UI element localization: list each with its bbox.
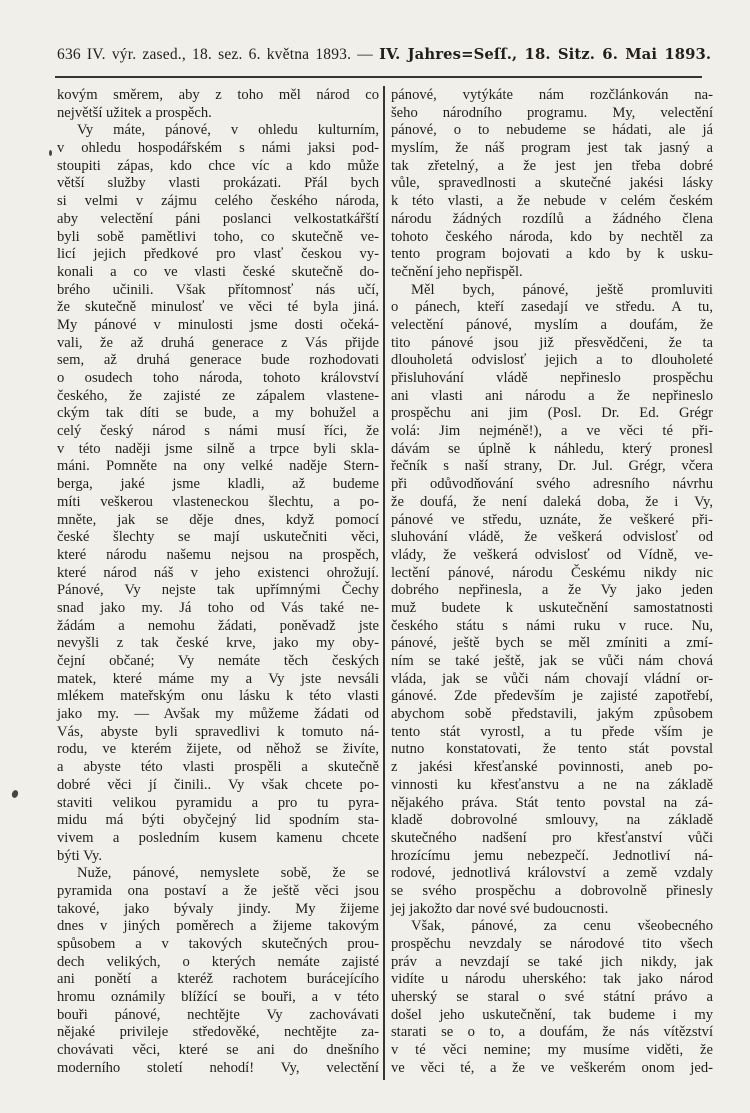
text-line: nějaké privileje středověké, nechtějte za- [57,1024,379,1041]
text-line: míti veškerou vlasteneckou šlechtu, a po- [57,493,379,510]
text-line: rodu, ve kterém žijete, od něhož se živíte, [57,741,379,758]
text-line: uherský se staral o své státní právo a [391,989,713,1006]
text-line: byli sobě pamětlivi toho, co skutečně ve- [57,228,379,245]
header-rule [55,76,702,78]
text-line: tohoto českého národa, kdo by nechtěl za [391,228,713,245]
text-line: při odůvodňování svého adresního návrhu [391,476,713,493]
text-line: konali a co ve vlasti české skutečně do- [57,263,379,280]
text-line: ani ponětí a kteréž rachotem burácejícího [57,971,379,988]
text-line: chovávati věci, které se ani do dnešního [57,1042,379,1059]
text-line: spůsobem a v takových skutečných prou- [57,936,379,952]
text-line: dech velikých, o kterých nemáte zajisté [57,953,379,970]
text-line: že skutečně minulosť ve věci té byla jiná. [57,299,379,316]
text-line: vlády, že veškerá odvislosť od Vídně, ve- [391,546,713,563]
text-line: dobré věci jí činili.. Vy však chcete po- [57,776,379,793]
text-line: se svého prospěchu a dobrovolně přinesly [391,882,713,899]
text-line: sluhování vládě, že veškerá odvislosť od [391,529,713,546]
text-line: došel jeho uskutečnění, tak budeme i my [391,1006,713,1023]
text-line: Nuže, pánové, nemyslete sobě, že se [77,865,379,882]
text-line: v té věci nemine; my musíme viděti, že [391,1042,713,1059]
text-line: ve věci té, a že ve veškerém onom jed- [391,1059,713,1076]
text-line: žádám a nemohu žádati, poněvadž jste [57,617,379,634]
text-line: pánové, o to nebudeme se hádati, ale já [391,122,713,139]
text-line: My pánové v minulosti jsme dosti očeká- [57,316,379,333]
text-line: tento stát vyrostl, a tu přede vším je [391,723,713,740]
text-line: tento program bojovati a kdo by k usku- [391,246,713,263]
text-line: prospěchu nevzdaly se národové tito všech [391,936,713,952]
text-line: snad jako my. Já toho od Vás také ne- [57,599,379,616]
text-line: nutno konstatovati, že tento stát povstal [391,741,713,758]
text-line: vidíte u národu uherského: tak jako národ [391,971,713,988]
text-line: myslím, že náš program jest tak jasný a [391,140,713,157]
text-line: prospěchu ani jim (Posl. Dr. Ed. Grégr [391,405,713,422]
text-line: a abyste této vlasti prospěli a skutečně [57,759,379,776]
text-line: nějakého práva. Stát tento povstal na zá- [391,794,713,811]
text-line: pyramida ona postaví a že ještě věci jsou [57,882,379,899]
text-line: máni. Pomněte na ony velké naděje Stern- [57,458,379,475]
text-line: berga, jaké jsme kladli, až budeme [57,476,379,493]
text-line: tečnění jeho nepřispěl. [391,263,523,280]
text-line: takové, jako bývaly jindy. My žijeme [57,900,379,917]
text-line: býti Vy. [57,847,103,864]
header-german-date: IV. Jahres=Seſſ., 18. Sitz. 6. Mai 1893. [379,46,712,63]
text-line: ckým tak díti se bude, a my bohužel a [57,405,379,422]
text-line: tak zřetelný, a že jest jen třeba dobré [391,157,713,174]
text-line: Vás, abyste byli spravedlivi k tomuto ná- [57,723,379,740]
text-line: dlouholetá odvislosť jejich a to dlouholeté [391,352,713,369]
text-line: nevyšli z tak české krve, jako my oby- [57,635,379,652]
text-line: práv a nevzdají se také jich nikdy, jak [391,953,713,970]
text-line: o pánech, kteří zasedají ve středu. A tu, [391,299,713,316]
text-line: licí jejich předkové pro vlasť českou vy- [57,246,379,263]
text-line: velectění pánové, myslím a doufám, že [391,316,713,333]
text-line: ani vlasti ani národu a že nepřineslo [391,387,713,404]
text-line: větší služby vlasti prokázati. Přál bych [57,175,379,192]
page-header [57,46,712,64]
text-line: stoupiti zápas, kdo chce víc a kdo může [57,157,379,174]
text-line: vali, že až druhá generace z Vás přijde [57,334,379,351]
text-line: české šlechty se mají uskutečniti věci, [57,529,379,546]
text-line: českého státu s námi ruku v ruce. Nu, [391,617,713,634]
text-line: sem, až druhá generace bude rozhodovati [57,352,379,369]
text-line: jako my. — Avšak my můžeme žádati od [57,706,379,723]
text-line: vinnosti ku křesťanstvu a ne na základě [391,776,713,793]
text-line: aby velectění páni poslanci velkostatkářští [57,210,379,227]
text-line: českého, že zajisté ze zápalem vlastene- [57,387,379,404]
text-line: největší užitek a prospěch. [57,104,212,121]
text-line: dnes v jiných poměrech a žijeme takovým [57,918,379,935]
text-line: hromu oznámily blížící se bouři, a v této [57,989,379,1006]
ink-speck [49,150,52,156]
text-line: o osudech toho národa, tohoto království [57,370,379,386]
text-line: starati se o to, a doufám, že nás vítězství [391,1024,713,1041]
text-line: šeho národního programu. My, velectění [391,104,713,121]
text-line: k této vlasti, a že nebude v celém českém [391,193,713,210]
text-line: které národu našemu nejsou na prospěch, [57,546,379,563]
text-line: gánové. Zde především je zajisté zapotřebí, [391,688,713,705]
text-line: abychom sobě představili, jakým způsobem [391,706,713,723]
text-line: lectění pánové, národu Českému nikdy nic [391,564,713,581]
text-line: kovým směrem, aby z toho měl národ co [57,87,379,103]
text-line: volá: Jim nejméně!), a ve věci té při- [391,423,713,440]
text-line: čejní občané; Vy nemáte těch českých [57,653,379,669]
text-line: přisluhování vládě nepřineslo prospěchu [391,370,713,386]
text-line: které národ náš v jeho existenci ohrožují. [57,564,379,581]
text-line: pánové, vytýkáte nám rozčlánkován na- [391,87,713,103]
text-line: bouři pánové, nechtějte Vy zachovávati [57,1006,379,1023]
text-line: že doufá, že není daleká doba, že i Vy, [391,493,713,510]
text-line: staviti velikou pyramidu a pro tu pyra- [57,794,379,811]
right-column [391,87,713,1078]
text-line: kladě dobrovolné smlouvy, na základě [391,812,713,829]
text-line: si velmi v zájmu celého českého národa, [57,193,379,210]
text-line: dávám se úplně k náhledu, který pronesl [391,440,713,457]
text-line: jej jakožto dar nové své budoucnosti. [391,900,609,917]
text-line: vivem a posledním kusem kamenu chcete [57,829,379,846]
text-line: z jakési křesťanské povinnosti, aneb po- [391,759,713,776]
header-separator: — [357,46,373,63]
text-line: midu má býti obyčejný lid spodním sta- [57,812,379,829]
text-line: moderního století nehodí! Vy, velectění [57,1059,379,1076]
text-line: pánové, ještě bych se měl zmíniti a zmí- [391,635,713,652]
text-line: mněte, jak se děje dnes, když pomocí [57,511,379,528]
left-column [57,87,379,1078]
text-line: vůle, spravedlnosti a skutečné jakési lásky [391,175,713,192]
text-line: vláda, jak se vůči nám chovají vládní or- [391,670,713,687]
text-line: řečník s naší strany, Dr. Jul. Grégr, včera [391,458,713,475]
text-line: mlékem mateřským onu lásku k této vlasti [57,688,379,705]
header-czech-date: 636 IV. výr. zased., 18. sez. 6. května 1893. [57,46,352,63]
text-line: muž budete k uskutečnění samostatnosti [391,599,713,616]
text-line: dobrého nepřinesla, a že Vy jako jeden [391,582,713,599]
text-line: brého učinili. Však přítomnosť nás učí, [57,281,379,298]
text-line: Však, pánové, za cenu všeobecného [411,918,713,935]
text-line: Pánové, Vy nejste tak upřímnými Čechy [57,582,379,599]
text-line: rodové, jednotlivá království a země vzdaly [391,865,713,882]
text-line: matek, které máme my a Vy jste nevsáli [57,670,379,687]
text-line: Měl bych, pánové, ještě promluviti [411,281,713,298]
text-line: ním se také ještě, jak se vůči nám chová [391,653,713,669]
column-divider [383,86,385,1080]
text-line: Vy máte, pánové, v ohledu kulturním, [77,122,379,139]
text-line: celý český národ s námi musí říci, že [57,423,379,440]
ink-speck [11,789,19,799]
text-line: hrozícímu jemu nebezpečí. Jednotliví ná- [391,847,713,864]
text-line: skutečného nadšení pro křesťanství vůči [391,829,713,846]
text-line: národu žádných rozdílů a žádného člena [391,210,713,227]
text-line: v této naději jsme silně a trpce byli skla- [57,440,379,457]
text-line: v ohledu hospodářském s námi jaksi pod- [57,140,379,157]
text-line: pánové ve středu, uznáte, že veškeré při- [391,511,713,528]
text-line: tito pánové jsou již přesvědčeni, že ta [391,334,713,351]
